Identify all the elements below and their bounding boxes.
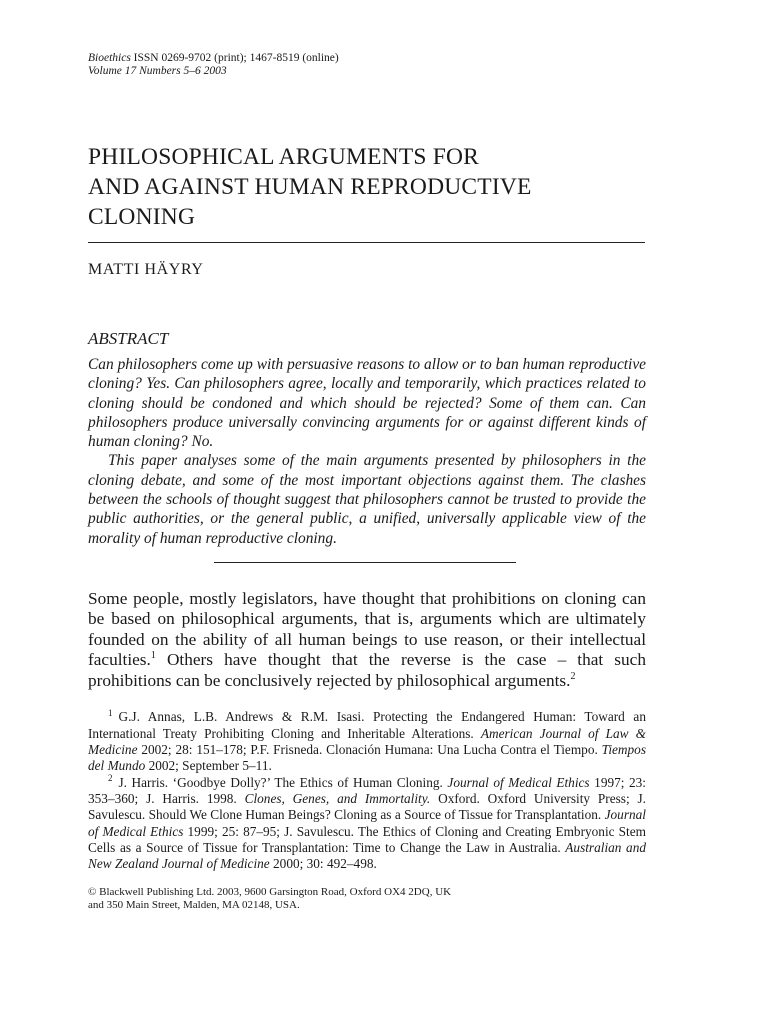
footnote-number: 1: [108, 708, 113, 719]
footnote-number: 2: [108, 773, 113, 784]
footnote-1: [88, 709, 646, 774]
footnote-text: 1999; 25: 87–95; J. Savulescu. The Ethics of Cloning and Creating Embryonic Stem Cells as a Source of Tissue for Transplantation: Time to Change the Law in Australia.: [88, 823, 646, 855]
footnote-text: 2000; 30: 492–498.: [269, 856, 377, 872]
copyright-line: and 350 Main Street, Malden, MA 02148, USA.: [88, 899, 300, 912]
journal-name: Bioethics: [88, 52, 131, 64]
body-paragraph: [88, 589, 646, 692]
article-title: [88, 142, 646, 232]
footnote-text: 2002; 28: 151–178; P.F. Frisneda. Clonación Humana: Una Lucha Contra el Tiempo.: [137, 742, 602, 758]
title-line: AND AGAINST HUMAN REPRODUCTIVE: [88, 174, 532, 200]
footnote-text: J. Harris. ‘Goodbye Dolly?’ The Ethics of Human Cloning.: [118, 774, 448, 790]
copyright-notice: [88, 886, 646, 912]
title-line: CLONING: [88, 204, 196, 230]
journal-volume: Volume 17 Numbers 5–6 2003: [88, 65, 227, 77]
author-name: MATTI HÄYRY: [88, 261, 204, 278]
abstract-paragraph: Can philosophers come up with persuasive reasons to allow or to ban human reproductive cloning? Yes. Can philosophers agree, locally and temporarily, which practices related to cloning should be condoned and which should be rejected? Some of them can. Can philosophers produce universally convincing arguments for or against different kinds of human cloning? No.: [88, 356, 646, 451]
journal-info: [88, 52, 646, 78]
footnote-text: Oxford. Oxford University Press; J. Savulescu. Should We Clone Human Beings? Cloning as a Source of Tissue for Transplantation.: [88, 790, 646, 823]
footnote-ref[interactable]: 1: [150, 650, 156, 662]
footnote-book: Clones, Genes, and Immortality.: [244, 790, 431, 806]
abstract-heading: ABSTRACT: [88, 329, 169, 348]
footnote-journal: Tiempos del Mundo: [88, 742, 646, 774]
footnote-journal: Journal of Medical Ethics: [88, 807, 646, 839]
footnote-text: 2002; September 5–11.: [145, 758, 272, 774]
copyright-line: © Blackwell Publishing Ltd. 2003, 9600 Garsington Road, Oxford OX4 2DQ, UK: [88, 886, 452, 899]
title-divider: [88, 242, 645, 243]
journal-issn-line: [88, 52, 646, 65]
footnote-text: G.J. Annas, L.B. Andrews & R.M. Isasi. Protecting the Endangered Human: Toward an International Treaty Prohibiting Cloning and Inheritable Alterations.: [88, 709, 646, 741]
footnote-text: 1997; 23: 353–360; J. Harris. 1998.: [88, 774, 646, 806]
footnotes: [88, 709, 646, 872]
footnote-ref[interactable]: 2: [570, 671, 576, 683]
abstract-divider: [214, 562, 516, 563]
abstract-text: [88, 355, 646, 548]
footnote-2: [88, 775, 646, 873]
journal-issn: ISSN 0269-9702 (print); 1467-8519 (online): [133, 52, 339, 64]
footnote-journal: Journal of Medical Ethics: [447, 774, 590, 790]
abstract-paragraph: This paper analyses some of the main arguments presented by philosophers in the cloning debate, and some of the most important objections against them. The clashes between the schools of thought suggest that philosophers cannot be trusted to provide the public authorities, or the general public, a unified, universally applicable view of the morality of human reproductive cloning.: [88, 452, 646, 547]
footnote-journal: Australian and New Zealand Journal of Medicine: [88, 839, 647, 872]
body-text-part: Others have thought that the reverse is the case – that such prohibitions can be conclusively rejected by philosophical arguments.: [88, 650, 646, 690]
title-line: PHILOSOPHICAL ARGUMENTS FOR: [88, 144, 480, 170]
footnote-journal: American Journal of Law & Medicine: [88, 725, 646, 758]
body-text-part: Some people, mostly legislators, have thought that prohibitions on cloning can be based on philosophical arguments, that is, arguments which are ultimately founded on the ability of all human beings to use reason, or their intellectual faculties.: [88, 588, 646, 670]
